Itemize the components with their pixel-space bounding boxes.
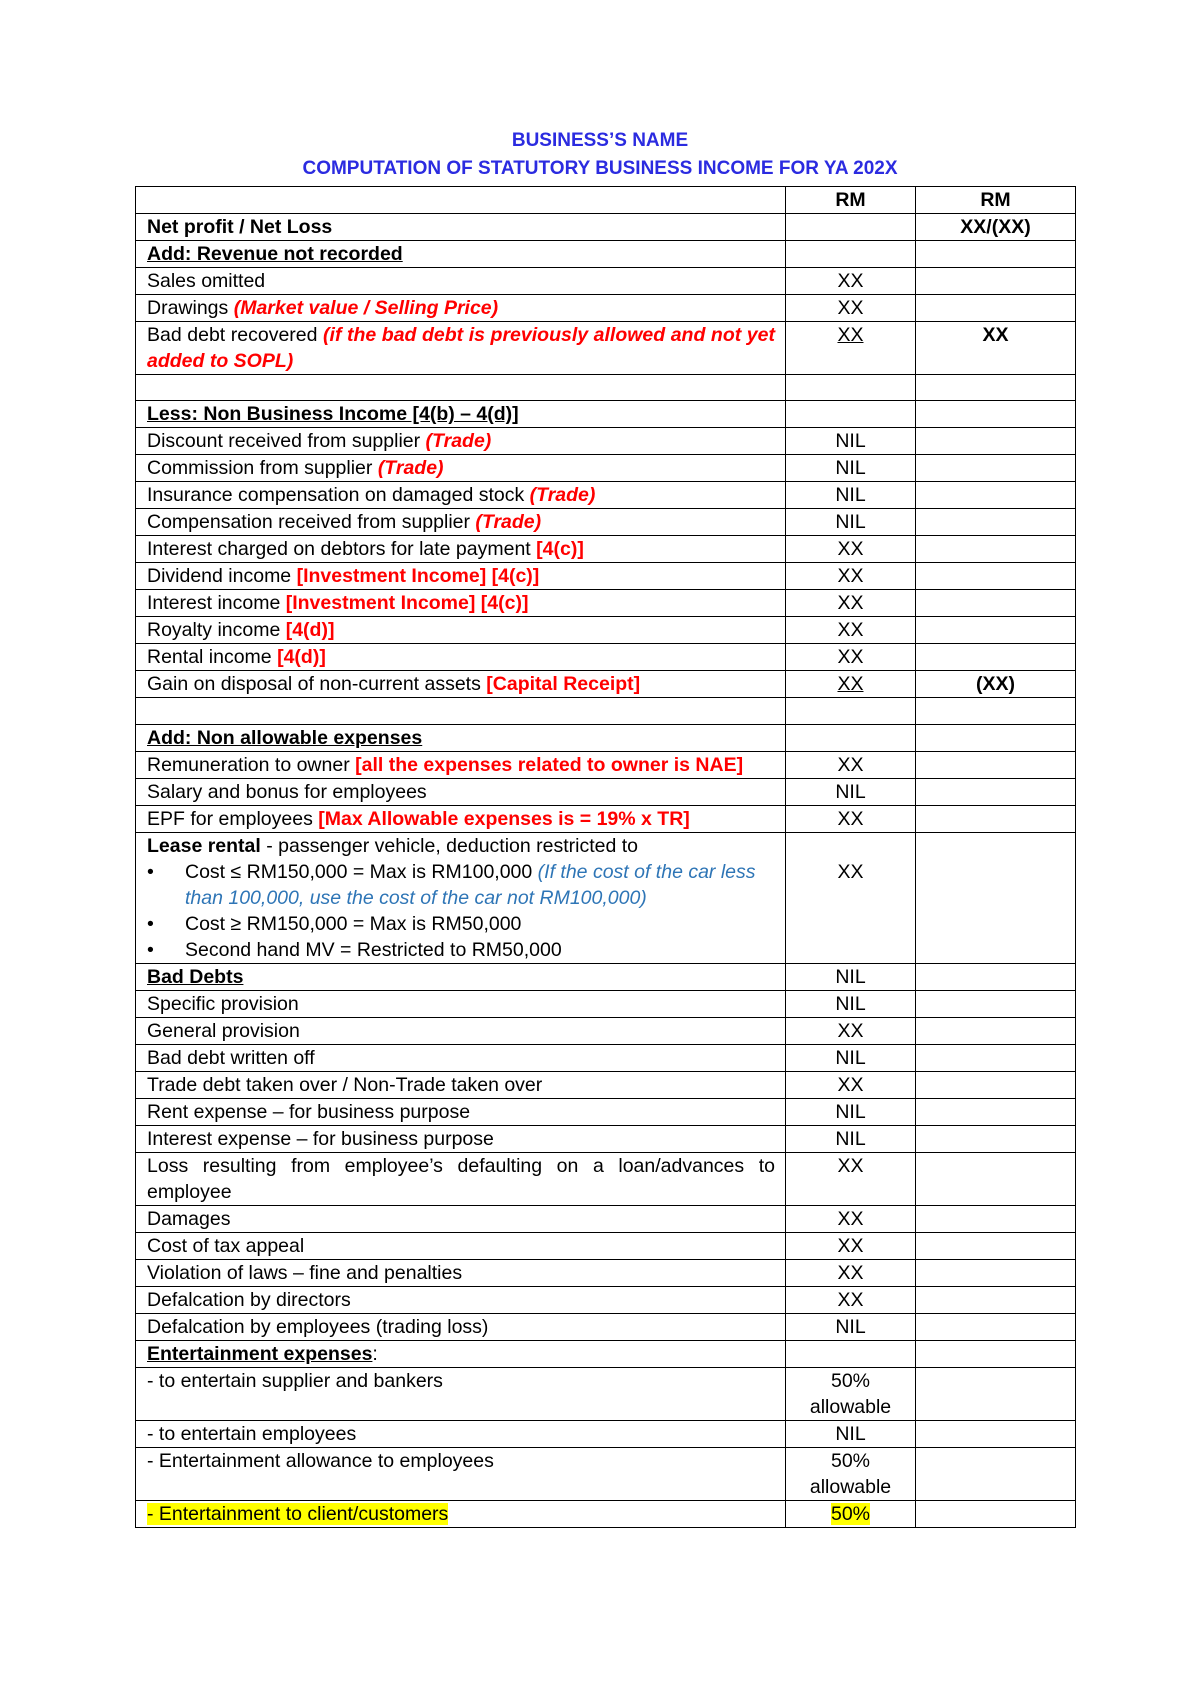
table-row [136, 563, 1076, 590]
row-value: XX [786, 536, 916, 563]
row-value: XX [786, 1205, 916, 1232]
table-header-row [136, 187, 1076, 214]
row-value: NIL [786, 990, 916, 1017]
section-label: Add: Non allowable expenses [136, 724, 786, 751]
rm-header-2: RM [916, 187, 1076, 214]
table-row [136, 1447, 1076, 1500]
row-label: Gain on disposal of non-current assets [Capital Receipt] [136, 671, 786, 698]
row-label: Sales omitted [136, 268, 786, 295]
row-label: Interest expense – for business purpose [136, 1125, 786, 1152]
row-label: Damages [136, 1205, 786, 1232]
empty-row [136, 698, 1076, 724]
row-value: XX [786, 322, 916, 375]
table-row [136, 1098, 1076, 1125]
row-label: Rent expense – for business purpose [136, 1098, 786, 1125]
row-note: (Trade) [529, 484, 596, 507]
row-value: 50% allowable [786, 1367, 916, 1420]
section-label: Entertainment expenses: [136, 1340, 786, 1367]
empty-row [136, 375, 1076, 401]
table-row [136, 509, 1076, 536]
table-row [136, 671, 1076, 698]
row-value: 50% allowable [786, 1447, 916, 1500]
row-label: Interest income [Investment Income] [4(c)] [136, 590, 786, 617]
list-item: • Second hand MV = Restricted to RM50,000 [147, 937, 785, 963]
row-label: Trade debt taken over / Non-Trade taken over [136, 1071, 786, 1098]
table-row [136, 1152, 1076, 1205]
table-row [136, 590, 1076, 617]
row-label: - to entertain supplier and bankers [136, 1367, 786, 1420]
table-row [136, 751, 1076, 778]
row-value: XX [786, 832, 916, 963]
row-value: XX [786, 805, 916, 832]
row-note: [Capital Receipt] [486, 673, 641, 696]
row-label: Lease rental - passenger vehicle, deduction restricted to • Cost ≤ RM150,000 = Max is RM100,000 (If the cost of the car less than 100,000, use the cost of the car not RM100,000) • Cost ≥ RM150,000 = Max is RM50,000 • Second hand MV = Restricted to RM50,000 [136, 832, 786, 963]
row-label: Bad debt written off [136, 1044, 786, 1071]
table-row [136, 832, 1076, 963]
row-label: Salary and bonus for employees [136, 778, 786, 805]
table-row [136, 1071, 1076, 1098]
list-item: • Cost ≤ RM150,000 = Max is RM100,000 (If the cost of the car less than 100,000, use the cost of the car not RM100,000) [147, 859, 785, 911]
row-value: XX [786, 1017, 916, 1044]
row-label: Defalcation by employees (trading loss) [136, 1313, 786, 1340]
row-value: NIL [786, 963, 916, 990]
row-label: Bad Debts [136, 963, 786, 990]
row-value: XX [786, 1232, 916, 1259]
row-label: General provision [136, 1017, 786, 1044]
row-note: (Market value / Selling Price) [233, 297, 499, 319]
row-label: - to entertain employees [136, 1420, 786, 1447]
section-header-row [136, 241, 1076, 268]
row-total: XX [916, 322, 1076, 375]
row-value: XX [786, 1071, 916, 1098]
row-value: XX [786, 1152, 916, 1205]
row-note: [Investment Income] [4(c)] [285, 592, 529, 615]
section-label: Add: Revenue not recorded [136, 241, 786, 268]
row-total: XX/(XX) [916, 214, 1076, 241]
section-header-row [136, 724, 1076, 751]
row-value: NIL [786, 482, 916, 509]
row-note: [4(c)] [536, 538, 584, 561]
row-value: XX [786, 590, 916, 617]
page-subtitle: COMPUTATION OF STATUTORY BUSINESS INCOME FOR YA 202X [302, 158, 898, 179]
table-row [136, 805, 1076, 832]
row-label: Compensation received from supplier (Trade) [136, 509, 786, 536]
table-row [136, 990, 1076, 1017]
row-label: Royalty income [4(d)] [136, 617, 786, 644]
row-total: (XX) [916, 671, 1076, 698]
row-note: (Trade) [425, 430, 492, 453]
table-row [136, 1500, 1076, 1527]
row-label: Commission from supplier (Trade) [136, 455, 786, 482]
row-label: Defalcation by directors [136, 1286, 786, 1313]
row-value: NIL [786, 1044, 916, 1071]
table-row [136, 295, 1076, 322]
row-value: NIL [786, 455, 916, 482]
table-row [136, 1017, 1076, 1044]
row-label: Cost of tax appeal [136, 1232, 786, 1259]
page-title: BUSINESS’S NAME [511, 130, 689, 151]
table-row [136, 1232, 1076, 1259]
row-note: (Trade) [377, 457, 444, 480]
table-row [136, 214, 1076, 241]
row-label: - Entertainment allowance to employees [136, 1447, 786, 1500]
row-value: XX [786, 268, 916, 295]
computation-table [135, 186, 1076, 1528]
row-label: Dividend income [Investment Income] [4(c)] [136, 563, 786, 590]
table-row [136, 268, 1076, 295]
row-label [136, 1500, 786, 1527]
row-label: Discount received from supplier (Trade) [136, 428, 786, 455]
table-row [136, 1286, 1076, 1313]
row-value: XX [786, 563, 916, 590]
row-value: XX [786, 751, 916, 778]
row-label: Interest charged on debtors for late payment [4(c)] [136, 536, 786, 563]
section-header-row [136, 1340, 1076, 1367]
row-value: XX [786, 1259, 916, 1286]
row-label: Drawings (Market value / Selling Price) [136, 295, 786, 322]
row-note: [Investment Income] [4(c)] [296, 565, 540, 588]
row-label: Violation of laws – fine and penalties [136, 1259, 786, 1286]
table-row [136, 1313, 1076, 1340]
row-value: NIL [786, 778, 916, 805]
row-note: (If the cost of the car less than 100,000, use the cost of the car not RM100,000) [185, 860, 756, 909]
row-label: Loss resulting from employee’s defaulting on a loan/advances to employee [136, 1152, 786, 1205]
rm-header-1: RM [786, 187, 916, 214]
section-header-row [136, 401, 1076, 428]
row-note: [4(d)] [285, 619, 335, 642]
row-label: Bad debt recovered (if the bad debt is previously allowed and not yet added to SOPL) [136, 322, 786, 375]
table-row [136, 778, 1076, 805]
row-label: Rental income [4(d)] [136, 644, 786, 671]
row-value: NIL [786, 1420, 916, 1447]
row-label: EPF for employees [Max Allowable expenses is = 19% x TR] [136, 805, 786, 832]
row-label: Net profit / Net Loss [136, 214, 786, 241]
table-row [136, 963, 1076, 990]
table-row [136, 1367, 1076, 1420]
row-value: NIL [786, 1313, 916, 1340]
table-row [136, 428, 1076, 455]
row-value: NIL [786, 1098, 916, 1125]
row-value: XX [786, 644, 916, 671]
list-item: • Cost ≥ RM150,000 = Max is RM50,000 [147, 911, 785, 937]
row-label: Insurance compensation on damaged stock (Trade) [136, 482, 786, 509]
row-value: NIL [786, 509, 916, 536]
table-row [136, 1044, 1076, 1071]
table-row [136, 536, 1076, 563]
row-note: (if the bad debt is previously allowed and not yet added to SOPL) [147, 324, 775, 372]
table-row [136, 1125, 1076, 1152]
table-row [136, 482, 1076, 509]
row-value: XX [786, 295, 916, 322]
table-row [136, 1205, 1076, 1232]
row-note: [4(d)] [277, 646, 326, 669]
row-value: XX [786, 1286, 916, 1313]
table-row [136, 1259, 1076, 1286]
row-value: 50% [786, 1500, 916, 1527]
table-row [136, 322, 1076, 375]
section-label: Less: Non Business Income [4(b) – 4(d)] [136, 401, 786, 428]
table-row [136, 455, 1076, 482]
row-note: [all the expenses related to owner is NAE] [355, 753, 744, 776]
row-value: XX [786, 617, 916, 644]
row-note: [Max Allowable expenses is = 19% x TR] [318, 807, 690, 830]
highlighted-text: - Entertainment to client/customers [147, 1502, 449, 1525]
label-header [136, 187, 786, 214]
row-note: (Trade) [475, 511, 542, 534]
row-label: Remuneration to owner [all the expenses related to owner is NAE] [136, 751, 786, 778]
row-value: XX [786, 671, 916, 698]
row-label: Specific provision [136, 990, 786, 1017]
row-value: NIL [786, 1125, 916, 1152]
table-row [136, 644, 1076, 671]
table-row [136, 617, 1076, 644]
row-value: NIL [786, 428, 916, 455]
table-row [136, 1420, 1076, 1447]
